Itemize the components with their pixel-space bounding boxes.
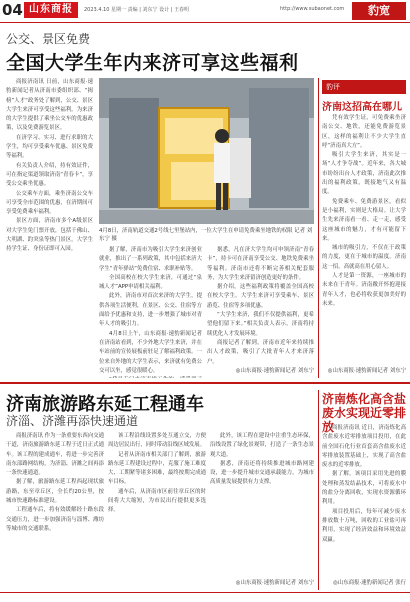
paragraph: 商报记者了解到，济南市近年来持续推出人才政策，吸引了大批青年人才来济落户。 [207,339,314,364]
paragraph: 全国高校在校大学生来济，可通过“泉城人才”APP申请相关福利。 [99,274,202,291]
story1-byline: ◎山东商报·速豹新闻记者 刘东宁 [235,368,314,374]
story1-kicker: 公交、景区免费 [6,32,91,46]
page-header [0,0,410,22]
story2-subheadline: 济淄、济潍再添快速通道 [6,414,139,428]
footer-rule [0,592,410,593]
paragraph: 此外，该工程在建设中注重生态环保，沿线设置了绿化景观带，打造了一条生态景观大道。 [210,433,314,458]
section-rule [0,382,410,384]
sidebar2-title: 济南炼化高含盐废水实现近零排放 [322,392,407,434]
paragraph: 此外，济南市对首次来济的大学生，提供各项生活便利，在景区、公交、住宿等方面给予优惠和支持，进一步增强了城市对青年人才的吸引力。 [99,293,202,328]
paragraph: 工程通车后，将有效缓解经十路东段交通压力，进一步加强济南与淄博、潍坊等城市的交通联系。 [6,507,104,532]
masthead: 山东商报 [24,2,78,18]
story2-headline: 济南旅游路东延工程通车 [6,394,204,415]
story1-column-2 [99,246,202,378]
paragraph: 据悉，济南还将持续推进城市路网建设，进一步提升城市交通承载能力，为城市高质量发展提供有力支撑。 [210,460,314,486]
sidebar1-byline: ◎山东商报·速豹新闻记者 刘东宁 [327,368,406,374]
sidebar1-body [322,114,406,362]
section-tag: 豹宽 [352,2,406,20]
paragraph: 在济学习、实习、进行求职的大学生，均可享受乘车优惠、景区免费等福利。 [6,134,93,160]
story1-column-3 [207,246,314,364]
paragraph [99,376,202,378]
paragraph: 据了解，济南市为吸引大学生来济创业就业，推出了一系列政策，其中包括来济大学生“青年驿站”免费住宿、求职补贴等。 [99,247,202,272]
paragraph: 据了解，该项目采用先进的膜处理和蒸发结晶技术，可将废水中的盐分分离回收，实现水资源循环利用。 [322,471,406,506]
paragraph: 4月8日上午，山东商报·速豹新闻记者在济南站看到，不少外地大学生来济，并在车站前的宣传展板前驻足了解福利政策。一位来自外地的大学生表示，来济就有免费公交可以坐，感觉很暖心。 [99,330,202,374]
story2-byline: ◎山东商报·速豹新闻记者 刘东宁 [235,580,314,586]
story2-column-3 [210,432,314,572]
header-info: 2023.4.10 星期一 责编 | 刘东宁 设计 | 王春明 [84,7,189,13]
paragraph: 商报济南讯 作为一条重要东西向交通干道，济南旅游路东延工程于近日正式通车。该工程的建成通车，将进一步完善济南东部路网结构，为济淄、济潍之间再添一条快速通道。 [6,433,104,477]
paragraph: “大学生来济，我们不仅提供福利，更希望他们留下来。”相关负责人表示，济南将持续优化人才发展环境。 [207,312,314,337]
paragraph: 人才是第一资源，一座城市的未来在于青年。济南敞开怀抱迎接青年人才，也必将收获更加美好的未来。 [322,273,406,307]
paragraph: 据了解，旅游路东延工程西起现状旅游路，东至章丘区，全长约20公里，按城市快速路标准建设。 [6,479,104,505]
story2-column-1 [6,432,104,580]
subway-station-photo [99,78,314,224]
paragraph: 通车后，从济南市区前往章丘区的时间将大大缩短，为市民出行提供更多选择。 [108,488,206,514]
paragraph: 免费乘车、免费游景区，看似是小福利，实则是大格局。让大学生先来济南看一看、走一走，感受这座城市的魅力，才有可能留下来。 [322,198,406,242]
paragraph: 记者从济南市相关部门了解到，旅游路东延工程建设过程中，克服了施工难度大、工期紧等诸多困难，最终按期完成通车目标。 [108,451,206,486]
story1-photo [99,78,314,224]
story1-column-1 [6,78,93,378]
paragraph: 商报济南讯 日前，山东商报·速豹新闻记者从济南市委组织部、“揭榜”人才“政务处了解到，公交、景区大学生来济可享受这些福利。为来济的大学生提供了乘坐公交车的优惠政策，以及免费游览景区。 [6,79,93,132]
paragraph: 项目投用后，每年可减少废水排放数十万吨，回收的工业盐可再利用，实现了经济效益和环境效益双赢。 [322,508,406,543]
paragraph: 商报济南讯 近日，济南炼化高含盐废水近零排放项目投用，在此前全国石化行业首套高含盐废水近零排放装置基础上，实现了高含盐废水的近零排放。 [322,425,406,469]
paragraph: 城市的吸引力，不仅在于政策的力度，更在于城市的温度。济南这一招，高就高在用心留人。 [322,245,406,270]
header-rule [0,22,410,23]
paragraph: 景区方面，济南市多个A级景区对大学生免门票开放，包括千佛山、大明湖、趵突泉等热门景区。大学生持学生证、身份证即可入园。 [6,218,93,253]
sidebar1-label: 豹评 [322,80,406,94]
paragraph: 公交乘车方面，乘坐济南公交车可享受全市范围的优惠，在济期间可享受免费乘车福利。 [6,190,93,216]
paragraph: 据悉，凡在济大学生均可申领济南“青春卡”，持卡可在济南享受公交、地铁免费乘坐等福利。济南市还将不断完善相关配套服务，为大学生来济留济创造更好的条件。 [207,247,314,281]
sidebar2-divider [318,390,319,590]
sidebar2-byline: ◎山东商报·速豹新闻记者 张行 [333,580,406,586]
story1-photo-caption: 4月8日，济南轨道交通2号线七里堡站内，一位大学生在申请免费乘坐地铁的权限 记者 刘东宁 摄 [99,228,313,242]
paragraph: 该工程沿线设置多处互通立交，方便周边居民出行，同时带动沿线区域发展。 [108,433,206,449]
sidebar1-title: 济南这招高在哪儿 [322,102,402,113]
paragraph: 凭有效学生证，可免费乘坐济南公交、地铁，还能免费游览景区，这样的福利让不少大学生直呼“济南真大方”。 [322,115,406,149]
paragraph: 吸引大学生来济，其实是一场“人才争夺战”。近年来，各大城市纷纷出台人才政策，济南此次推出的福利政策，既接地气又有温度。 [322,152,406,196]
paragraph: 据介绍，这些福利政策将覆盖全国高校在校大学生。大学生来济可享受乘车、景区游览、住宿等多项优惠。 [207,284,314,309]
story1-headline: 全国大学生年内来济可享这些福利 [6,52,299,74]
sidebar-divider [318,78,319,378]
page-number: 04 [2,1,23,19]
sidebar2-body [322,424,406,574]
site-url[interactable]: http://www.subaonet.com [280,6,345,12]
paragraph: 有关负责人介绍，持有效证件，可在指定渠道领取济南“青春卡”，享受公交乘坐优惠。 [6,162,93,188]
story2-column-2 [108,432,206,580]
